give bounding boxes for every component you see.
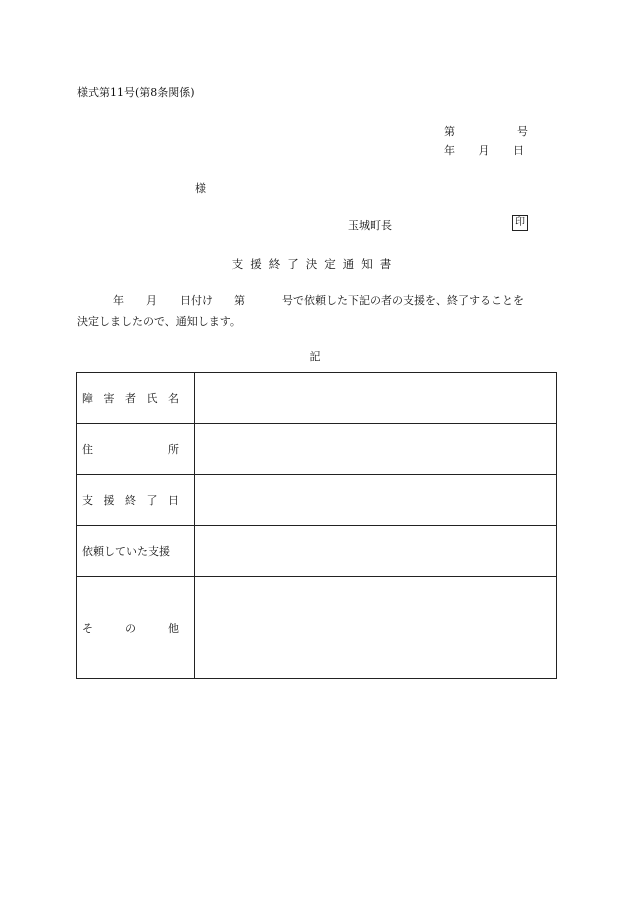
label-text: 依頼していた支援 xyxy=(82,545,170,558)
label-text xyxy=(82,390,179,406)
label-char: そ xyxy=(82,621,93,635)
label-char: の xyxy=(125,621,136,635)
label-requested-support xyxy=(77,526,195,577)
date-day: 日 xyxy=(513,144,524,157)
body-line-2: 決定しましたので、通知します。 xyxy=(77,315,241,328)
ki-heading: 記 xyxy=(309,350,321,363)
label-char: 終 xyxy=(125,494,136,507)
label-char: 所 xyxy=(168,443,179,456)
body-year: 年 xyxy=(113,294,124,307)
date-month: 月 xyxy=(478,144,490,157)
label-char: 支 xyxy=(82,494,93,507)
label-support-end-date xyxy=(77,475,195,526)
label-char: 住 xyxy=(82,443,93,456)
value-disabled-person-name xyxy=(195,373,557,424)
document-number xyxy=(444,123,528,139)
addressee-honorific: 様 xyxy=(195,182,206,195)
document-number-prefix: 第 xyxy=(444,125,455,138)
label-char: 氏 xyxy=(146,392,158,405)
label-char: 害 xyxy=(103,392,115,405)
value-address xyxy=(195,424,557,475)
body-number-prefix: 第 xyxy=(234,294,245,307)
document-title: 支援終了決定通知書 xyxy=(231,257,399,271)
table-row-end-date xyxy=(77,475,557,526)
label-char: 了 xyxy=(146,494,158,507)
label-other xyxy=(77,577,195,679)
label-text xyxy=(82,441,179,457)
seal-mark: 印 xyxy=(512,215,528,231)
table-row-requested-support xyxy=(77,526,557,577)
label-char: 他 xyxy=(168,621,179,635)
table-row-name xyxy=(77,373,557,424)
label-char: 名 xyxy=(168,392,179,405)
label-text xyxy=(82,492,179,508)
table-row-address xyxy=(77,424,557,475)
body-day-dated: 日付け xyxy=(180,294,213,307)
date-year: 年 xyxy=(444,144,455,157)
body-line-1 xyxy=(77,292,524,308)
form-label: 様式第11号(第8条関係) xyxy=(77,86,195,99)
label-disabled-person-name xyxy=(77,373,195,424)
label-char: 援 xyxy=(103,494,115,507)
table-row-other xyxy=(77,577,557,679)
issuer-name: 玉城町長 xyxy=(348,219,392,232)
value-support-end-date xyxy=(195,475,557,526)
document-number-suffix: 号 xyxy=(517,125,528,138)
label-text xyxy=(82,620,179,636)
body-line-1-rest: 号で依頼した下記の者の支援を、終了することを xyxy=(282,294,524,307)
label-address xyxy=(77,424,195,475)
label-char: 者 xyxy=(125,392,136,405)
label-char: 日 xyxy=(168,494,179,507)
value-other xyxy=(195,577,557,679)
body-month: 月 xyxy=(146,294,157,307)
detail-table xyxy=(76,372,557,679)
document-date xyxy=(444,142,524,158)
label-char: 障 xyxy=(82,392,93,405)
value-requested-support xyxy=(195,526,557,577)
